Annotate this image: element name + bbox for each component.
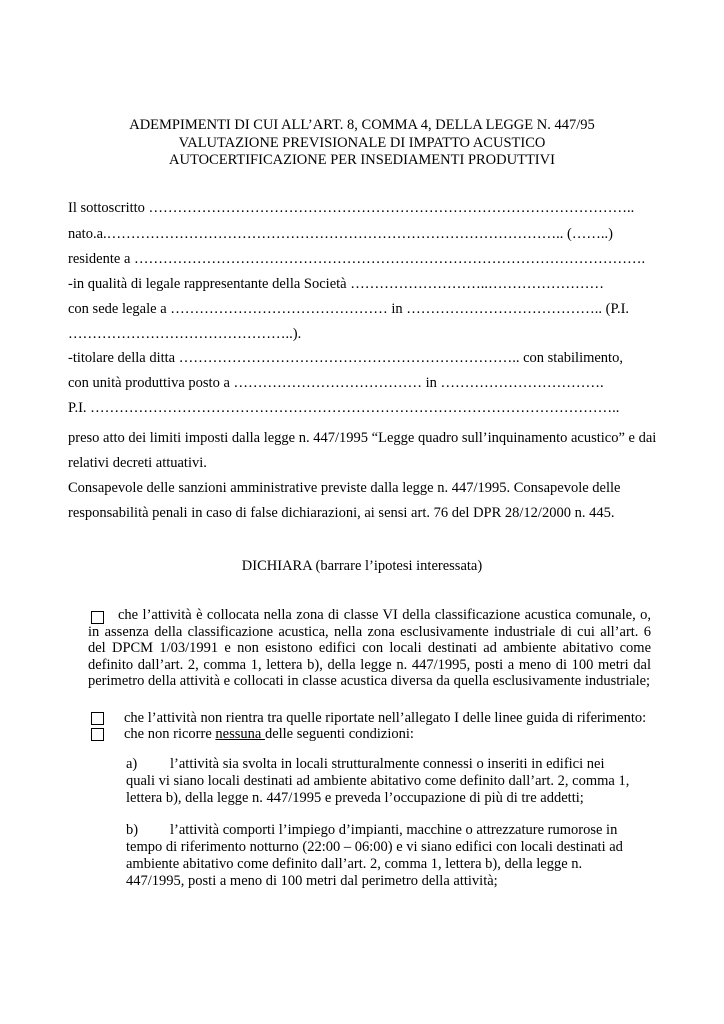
field-sede-legale[interactable]: con sede legale a ……………………………………… in ………………………………….. (P.I. <box>68 301 630 317</box>
header-title-line-1: ADEMPIMENTI DI CUI ALL’ART. 8, COMMA 4, DELLA LEGGE N. 447/95 <box>129 117 595 133</box>
dichiara-heading: DICHIARA (barrare l’ipotesi interessata) <box>241 558 483 574</box>
field-nato-a[interactable]: nato.a.………………………………………………………………………………….. (……..) <box>68 226 613 242</box>
field-titolare-ditta[interactable]: -titolare della ditta …………………………………………………………….. con stabilimento, <box>68 350 623 366</box>
condition-b-text: l’attività comporti l’impiego d’impianti, macchine o attrezzature rumorose in tempo di riferimento notturno (22:00 – 06:00) e vi siano edifici con locali destinati ad ambiente abitativo come definito dall’art. 2, comma 1, lettera b), della legge n. 447/1995, posti a meno di 100 metri dal perimetro della attività; <box>126 822 623 889</box>
condition-b <box>126 822 636 890</box>
field-residente[interactable]: residente a ……………………………………………………………………………………………. <box>68 251 646 267</box>
field-sottoscritto[interactable]: Il sottoscritto ……………………………………………………………………………………….. <box>68 200 635 216</box>
field-pi-ditta[interactable]: P.I. ……………………………………………………………………………………………….. <box>68 400 620 416</box>
option-3-text-pre: che non ricorre <box>124 726 216 742</box>
condition-a-text: l’attività sia svolta in locali strutturalmente connessi o inseriti in edifici nei quali vi siano locali destinati ad ambiente abitativo come definito dall’art. 2, comma 1, lettera b), della legge n. 447/1995 e preveda l’occupazione di più di tre addetti; <box>126 756 630 806</box>
option-1-label: che l’attività è collocata nella zona di classe VI della classificazione acustica comunale, o, in assenza della classificazione acustica, nella zona esclusivamente industriale di cui all’art. 6 del DPCM 1/03/1991 e non esistono edifici con locali destinati ad ambiente abitativo come definito dall’art. 2, comma 1, lettera b), della legge n. 447/1995, posti a meno di 100 metri dal perimetro della attività e collocati in classe acustica diversa da quella esclusivamente industriale; <box>88 607 651 690</box>
field-partita-iva[interactable]: ………………………………………..). <box>68 326 302 342</box>
condition-a <box>126 756 636 807</box>
option-3-text-post: delle seguenti condizioni: <box>264 726 414 742</box>
condition-b-label: b) <box>126 822 139 838</box>
option-3-label <box>124 726 414 743</box>
option-2-checkbox[interactable] <box>91 712 104 725</box>
field-societa[interactable]: -in qualità di legale rappresentante della Società ………………………..…………………… <box>68 276 604 292</box>
option-2-label: che l’attività non rientra tra quelle riportate nell’allegato I delle linee guida di riferimento: <box>124 710 647 726</box>
preso-atto-paragraph: preso atto dei limiti imposti dalla legge n. 447/1995 “Legge quadro sull’inquinamento acustico” e dai relativi decreti attuativi. <box>68 430 657 471</box>
option-3-checkbox[interactable] <box>91 728 104 741</box>
option-1-text <box>88 607 651 690</box>
header-title-line-2: VALUTAZIONE PREVISIONALE DI IMPATTO ACUSTICO <box>178 134 546 151</box>
option-3-underlined-word: nessuna <box>215 726 265 742</box>
field-unita-produttiva[interactable]: con unità produttiva posto a ………………………………… in ……………………………. <box>68 375 604 391</box>
header-title-line-3: AUTOCERTIFICAZIONE PER INSEDIAMENTI PRODUTTIVI <box>169 152 555 168</box>
consapevole-paragraph: Consapevole delle sanzioni amministrative previste dalla legge n. 447/1995. Consapevole delle responsabilità penali in caso di false dichiarazioni, ai sensi art. 76 del DPR 28/12/2000 n. 445. <box>68 480 621 521</box>
condition-a-label: a) <box>126 756 138 772</box>
document-header <box>0 117 724 170</box>
